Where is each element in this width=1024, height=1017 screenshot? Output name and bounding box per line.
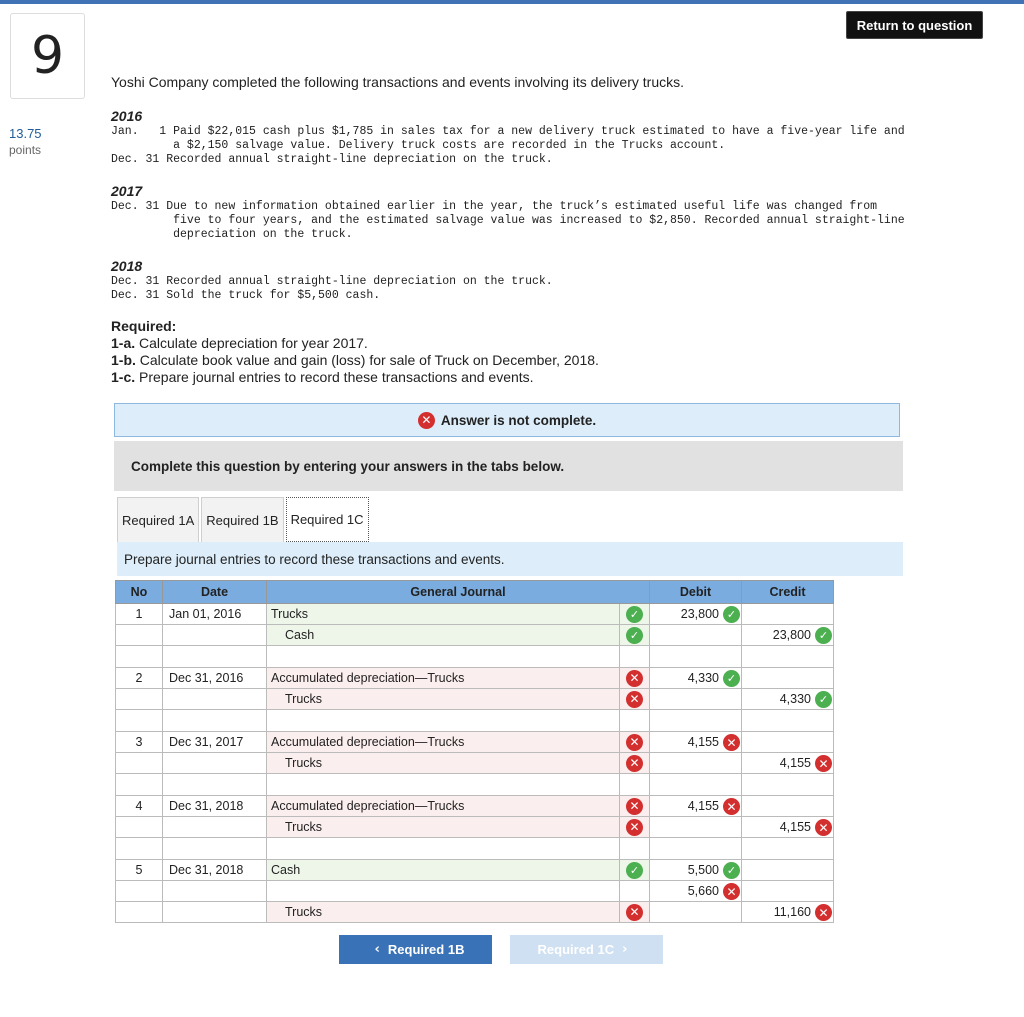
chevron-left-icon: ‹ <box>374 942 380 957</box>
status-cell <box>620 689 650 710</box>
tab-required-1a[interactable]: Required 1A <box>117 497 199 542</box>
top-accent-bar <box>0 0 1024 4</box>
year-2017-heading: 2017 <box>111 183 143 199</box>
account-cell[interactable]: Trucks <box>267 689 620 710</box>
table-header-row <box>116 581 834 604</box>
account-cell[interactable]: Cash <box>267 625 620 646</box>
table-row <box>116 902 834 923</box>
credit-cell[interactable]: 4,330 ✓ <box>742 689 834 710</box>
debit-cell[interactable]: 5,500 ✓ <box>650 860 742 881</box>
entry-date[interactable]: Jan 01, 2016 <box>163 604 267 625</box>
debit-cell[interactable] <box>650 817 742 838</box>
entry-date[interactable]: Dec 31, 2017 <box>163 732 267 753</box>
credit-cell[interactable]: 23,800 ✓ <box>742 625 834 646</box>
table-row <box>116 817 834 838</box>
debit-cell[interactable] <box>650 625 742 646</box>
x-circle-icon: ✕ <box>626 755 643 772</box>
transaction-2018-dec-2: Dec. 31 Sold the truck for $5,500 cash. <box>111 289 381 302</box>
entry-no: 4 <box>116 796 163 817</box>
account-cell[interactable]: Trucks <box>267 604 620 625</box>
required-1a: 1-a. Calculate depreciation for year 2017. <box>111 335 368 351</box>
debit-cell[interactable]: 23,800 ✓ <box>650 604 742 625</box>
x-circle-icon: ✕ <box>626 819 643 836</box>
transaction-2017-dec: Dec. 31 Due to new information obtained earlier in the year, the truck’s estimated useful life was changed from five to four years, and the estimated salvage value was increased to $2,850. Recorded annual straight-line depreciation on the truck. <box>111 200 905 241</box>
credit-cell[interactable] <box>742 796 834 817</box>
return-to-question-button[interactable]: Return to question <box>846 11 983 39</box>
x-circle-icon: ✕ <box>418 412 435 429</box>
status-cell <box>620 817 650 838</box>
entry-no: 2 <box>116 668 163 689</box>
entry-date[interactable] <box>163 881 267 902</box>
account-cell[interactable]: Accumulated depreciation—Trucks <box>267 668 620 689</box>
x-circle-icon: ✕ <box>626 691 643 708</box>
entry-date[interactable] <box>163 625 267 646</box>
instructions-box <box>114 441 903 491</box>
status-cell <box>620 668 650 689</box>
tab-instruction <box>117 542 903 576</box>
table-row <box>116 689 834 710</box>
prev-required-1b-button[interactable]: ‹ Required 1B <box>339 935 492 964</box>
check-circle-icon: ✓ <box>815 627 832 644</box>
header-general-journal: General Journal <box>267 581 650 604</box>
x-circle-icon: ✕ <box>626 670 643 687</box>
status-cell <box>620 604 650 625</box>
transaction-2016-dec: Dec. 31 Recorded annual straight-line depreciation on the truck. <box>111 153 553 166</box>
account-cell[interactable]: Cash <box>267 860 620 881</box>
entry-no: 5 <box>116 860 163 881</box>
check-circle-icon: ✓ <box>723 670 740 687</box>
table-row <box>116 604 834 625</box>
required-section <box>111 318 599 386</box>
debit-cell[interactable]: 4,155 ✕ <box>650 796 742 817</box>
tab-instruction-text: Prepare journal entries to record these transactions and events. <box>124 551 505 567</box>
year-2016-heading: 2016 <box>111 108 143 124</box>
chevron-right-icon: › <box>622 942 628 957</box>
x-circle-icon: ✕ <box>815 904 832 921</box>
account-cell[interactable]: Trucks <box>267 817 620 838</box>
debit-cell[interactable]: 4,155 ✕ <box>650 732 742 753</box>
x-circle-icon: ✕ <box>723 883 740 900</box>
required-heading: Required: <box>111 318 177 334</box>
status-cell <box>620 796 650 817</box>
table-row <box>116 753 834 774</box>
journal-table <box>115 580 834 923</box>
x-circle-icon: ✕ <box>723 798 740 815</box>
x-circle-icon: ✕ <box>626 734 643 751</box>
status-cell <box>620 881 650 902</box>
credit-cell[interactable] <box>742 860 834 881</box>
status-cell <box>620 860 650 881</box>
entry-date[interactable]: Dec 31, 2018 <box>163 796 267 817</box>
header-debit: Debit <box>650 581 742 604</box>
entry-date[interactable]: Dec 31, 2016 <box>163 668 267 689</box>
x-circle-icon: ✕ <box>626 798 643 815</box>
points-info <box>9 126 42 158</box>
question-number: 9 <box>10 13 85 99</box>
account-cell[interactable]: Accumulated depreciation—Trucks <box>267 796 620 817</box>
credit-cell[interactable] <box>742 881 834 902</box>
check-circle-icon: ✓ <box>723 862 740 879</box>
entry-no: 3 <box>116 732 163 753</box>
table-spacer-row <box>116 838 834 860</box>
alert-text: Answer is not complete. <box>440 412 597 428</box>
account-cell[interactable]: Trucks <box>267 902 620 923</box>
entry-date[interactable] <box>163 689 267 710</box>
credit-cell[interactable]: 4,155 ✕ <box>742 817 834 838</box>
table-row <box>116 732 834 753</box>
points-value: 13.75 <box>9 126 42 141</box>
header-no: No <box>116 581 163 604</box>
status-cell <box>620 753 650 774</box>
table-spacer-row <box>116 646 834 668</box>
credit-cell[interactable] <box>742 668 834 689</box>
check-circle-icon: ✓ <box>626 606 643 623</box>
status-cell <box>620 625 650 646</box>
question-intro: Yoshi Company completed the following transactions and events involving its delivery trucks. <box>111 74 685 90</box>
table-spacer-row <box>116 774 834 796</box>
x-circle-icon: ✕ <box>723 734 740 751</box>
credit-cell[interactable]: 11,160 ✕ <box>742 902 834 923</box>
required-1b: 1-b. Calculate book value and gain (loss) for sale of Truck on December, 2018. <box>111 352 599 368</box>
credit-cell[interactable]: 4,155 ✕ <box>742 753 834 774</box>
table-row <box>116 860 834 881</box>
instructions-text: Complete this question by entering your answers in the tabs below. <box>131 458 565 474</box>
transaction-2018-dec-1: Dec. 31 Recorded annual straight-line depreciation on the truck. <box>111 275 553 288</box>
entry-date[interactable]: Dec 31, 2018 <box>163 860 267 881</box>
header-credit: Credit <box>742 581 834 604</box>
table-row <box>116 625 834 646</box>
status-cell <box>620 902 650 923</box>
x-circle-icon: ✕ <box>815 819 832 836</box>
tab-required-1b[interactable]: Required 1B <box>201 497 283 542</box>
points-label: points <box>9 143 42 157</box>
transaction-2016-jan: Jan. 1 Paid $22,015 cash plus $1,785 in sales tax for a new delivery truck estimated to have a five-year life and a $2,150 salvage value. Delivery truck costs are recorded in the Trucks account. <box>111 125 905 152</box>
debit-cell[interactable]: 5,660 ✕ <box>650 881 742 902</box>
debit-cell[interactable] <box>650 902 742 923</box>
year-2018-heading: 2018 <box>111 258 143 274</box>
account-cell[interactable] <box>267 881 620 902</box>
debit-cell[interactable]: 4,330 ✓ <box>650 668 742 689</box>
required-1c: 1-c. Prepare journal entries to record these transactions and events. <box>111 369 534 385</box>
entry-date[interactable] <box>163 753 267 774</box>
account-cell[interactable]: Accumulated depreciation—Trucks <box>267 732 620 753</box>
credit-cell[interactable] <box>742 604 834 625</box>
header-date: Date <box>163 581 267 604</box>
entry-no: 1 <box>116 604 163 625</box>
table-spacer-row <box>116 710 834 732</box>
status-cell <box>620 732 650 753</box>
account-cell[interactable]: Trucks <box>267 753 620 774</box>
x-circle-icon: ✕ <box>815 755 832 772</box>
next-required-1c-button: Required 1C › <box>510 935 663 964</box>
answer-status-alert <box>114 403 900 437</box>
tab-bar <box>117 497 371 542</box>
check-circle-icon: ✓ <box>626 862 643 879</box>
check-circle-icon: ✓ <box>626 627 643 644</box>
table-row <box>116 668 834 689</box>
debit-cell[interactable] <box>650 689 742 710</box>
entry-date[interactable] <box>163 817 267 838</box>
table-row <box>116 796 834 817</box>
table-row <box>116 881 834 902</box>
tab-required-1c[interactable]: Required 1C <box>286 497 369 542</box>
debit-cell[interactable] <box>650 753 742 774</box>
check-circle-icon: ✓ <box>723 606 740 623</box>
check-circle-icon: ✓ <box>815 691 832 708</box>
x-circle-icon: ✕ <box>626 904 643 921</box>
credit-cell[interactable] <box>742 732 834 753</box>
entry-date[interactable] <box>163 902 267 923</box>
